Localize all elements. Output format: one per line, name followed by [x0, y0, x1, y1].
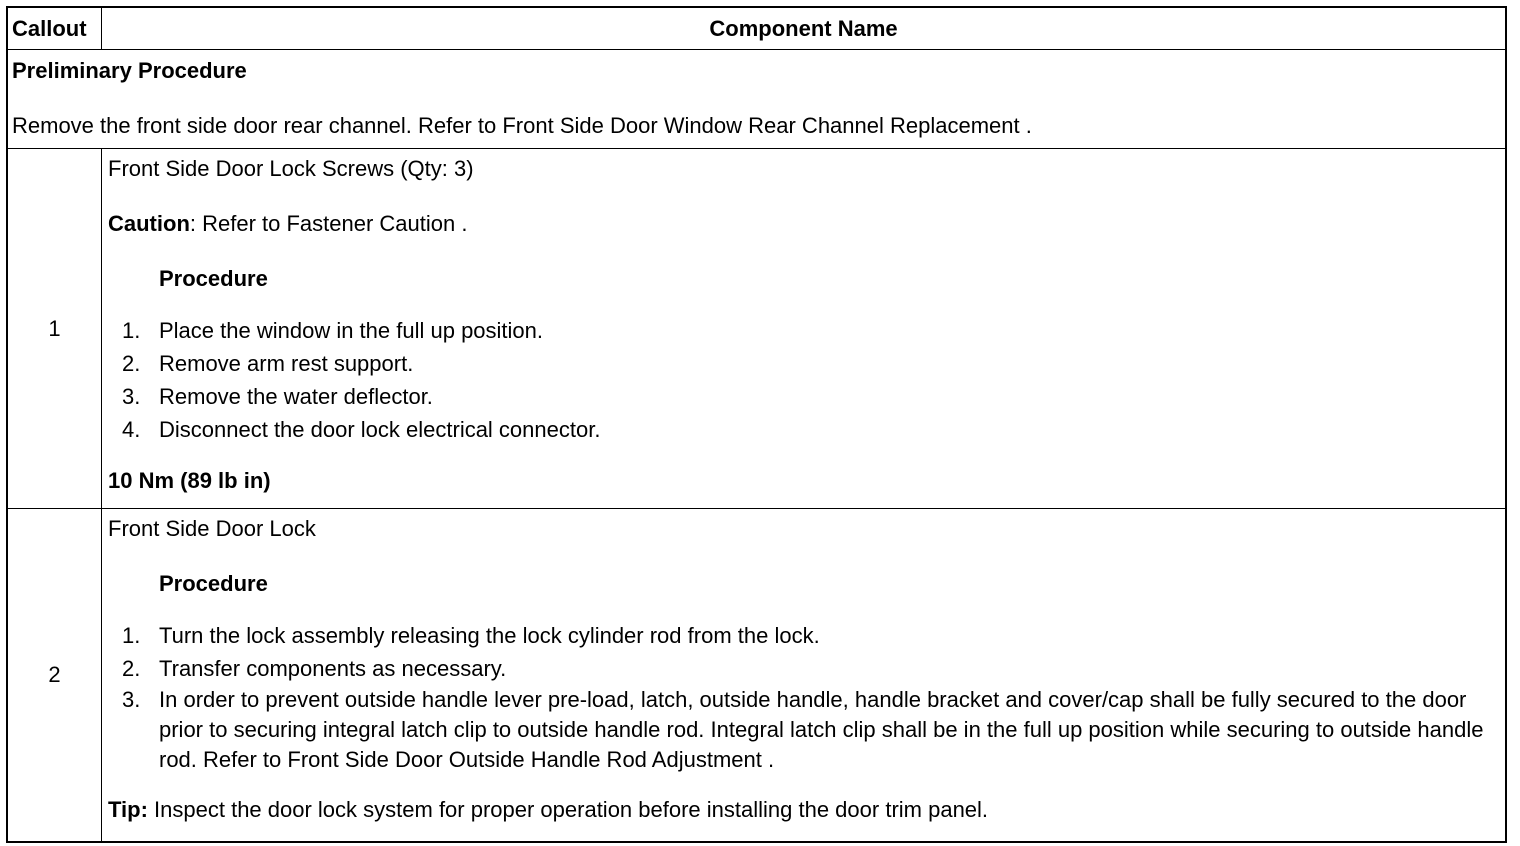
- preliminary-title: Preliminary Procedure: [12, 58, 247, 83]
- callout-number: 2: [8, 509, 102, 841]
- preliminary-text: Remove the front side door rear channel. Refer to Front Side Door Window Rear Channel Replacement .: [12, 113, 1032, 138]
- procedure-heading: Procedure: [159, 266, 268, 291]
- table-row: [8, 508, 1505, 841]
- list-item: 2. Remove arm rest support.: [122, 351, 414, 376]
- list-item: 1. Place the window in the full up position.: [122, 318, 544, 343]
- table-row: [8, 148, 1505, 508]
- list-item: 2. Transfer components as necessary.: [122, 656, 507, 681]
- component-table: [6, 6, 1507, 843]
- preliminary-row: [8, 49, 1505, 148]
- caution-text: : Refer to Fastener Caution .: [189, 211, 468, 236]
- list-item: 3. Remove the water deflector.: [122, 384, 433, 409]
- component-name: Front Side Door Lock: [108, 516, 316, 541]
- header-callout: Callout: [8, 8, 102, 49]
- procedure-steps: [108, 314, 1499, 446]
- tip-label: Tip:: [108, 797, 148, 822]
- callout-number: 1: [8, 149, 102, 508]
- caution-line: [108, 211, 1499, 237]
- tip-line: [108, 797, 1499, 823]
- tip-text: Inspect the door lock system for proper operation before installing the door trim panel.: [147, 797, 989, 822]
- procedure-heading: Procedure: [159, 571, 268, 596]
- caution-label: Caution: [108, 211, 190, 236]
- torque-spec: 10 Nm (89 lb in): [108, 468, 271, 493]
- table-header-row: [8, 8, 1505, 49]
- procedure-steps: [108, 619, 1499, 775]
- list-item: 4. Disconnect the door lock electrical connector.: [122, 417, 601, 442]
- list-item: 1. Turn the lock assembly releasing the lock cylinder rod from the lock.: [122, 623, 820, 648]
- list-item: 3. In order to prevent outside handle lever pre-load, latch, outside handle, handle bracket and cover/cap shall be fully secured to the door prior to securing integral latch clip to outside handle rod. Integral latch clip shall be in the full up position while securing to outside handle rod. Refer to Front Side Door Outside Handle Rod Adjustment .: [122, 687, 1484, 772]
- header-component-name: Component Name: [709, 15, 898, 41]
- component-name: Front Side Door Lock Screws (Qty: 3): [108, 156, 474, 181]
